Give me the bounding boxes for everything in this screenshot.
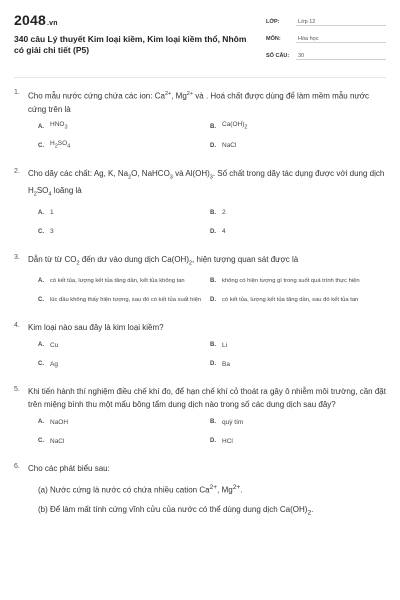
question-text: Cho dãy các chất: Ag, K, $Na_2O$, NaHCO$_3$ và $Al(OH)_3$. Số chất trong dãy tác dụng được với dung dịch $H_2SO_4$ loãng là xyxy=(28,168,385,198)
option-letter: A. xyxy=(38,278,44,285)
option-letter: D. xyxy=(210,228,216,235)
question-number: 4. xyxy=(14,322,20,330)
question-text: Dẫn từ từ $CO_2$ đến dư vào dung dịch $Ca(OH)_2$, hiện tượng quan sát được là xyxy=(28,254,299,267)
question-number: 1. xyxy=(14,89,20,96)
option-letter: C. xyxy=(38,228,44,235)
statement-a: (a) Nước cứng là nước có chứa nhiều cation $Ca^{2+}$, $Mg^{2+}$. xyxy=(38,484,243,496)
question-text: Kim loại nào sau đây là kim loại kiềm? xyxy=(28,323,164,333)
page-header xyxy=(14,0,386,67)
option-text: Cu xyxy=(50,341,59,349)
option-text: 4 xyxy=(222,228,226,236)
meta-class-row xyxy=(266,16,386,28)
option-b[interactable] xyxy=(210,415,370,429)
question-number: 6. xyxy=(14,463,20,471)
option-letter: B. xyxy=(210,278,216,285)
option-a[interactable] xyxy=(38,274,210,288)
option-text: Ba xyxy=(222,360,230,368)
option-d[interactable] xyxy=(210,434,370,448)
option-text: lúc đầu không thấy hiện tượng, sau đó có kết tủa xuất hiện xyxy=(50,296,202,303)
option-letter: C. xyxy=(38,297,44,304)
option-a[interactable] xyxy=(38,206,210,220)
option-letter: B. xyxy=(210,342,216,349)
question-5 xyxy=(14,385,386,448)
meta-info xyxy=(266,12,386,67)
option-letter: A. xyxy=(38,123,44,130)
option-d[interactable] xyxy=(210,225,370,239)
option-text: $H_2SO_4$ xyxy=(50,140,71,150)
option-b[interactable] xyxy=(210,206,370,220)
option-c[interactable] xyxy=(38,225,210,239)
option-text: NaOH xyxy=(50,418,69,426)
option-d[interactable] xyxy=(210,139,370,153)
option-b[interactable] xyxy=(210,120,370,134)
option-text: $HNO_3$ xyxy=(50,121,68,131)
meta-subject-label: MÔN: xyxy=(266,36,281,42)
option-a[interactable] xyxy=(38,338,210,352)
meta-class-value: Lớp 12 xyxy=(296,19,386,26)
option-letter: B. xyxy=(210,209,216,216)
question-number: 3. xyxy=(14,253,20,261)
option-letter: A. xyxy=(38,342,44,349)
answer-options xyxy=(38,338,386,371)
logo-suffix: .vn xyxy=(46,20,58,27)
question-1 xyxy=(14,88,386,153)
option-a[interactable] xyxy=(38,120,210,134)
option-a[interactable] xyxy=(38,415,210,429)
answer-options xyxy=(38,206,386,239)
option-text: Li xyxy=(222,341,228,349)
question-2 xyxy=(14,167,386,239)
option-text: 2 xyxy=(222,209,226,217)
option-c[interactable] xyxy=(38,293,210,307)
answer-options xyxy=(38,415,386,448)
meta-count-row xyxy=(266,50,386,62)
question-4 xyxy=(14,321,386,371)
option-text: không có hiện tượng gì trong suốt quá trình thực hiện xyxy=(222,277,360,284)
meta-count-label: SỐ CÂU: xyxy=(266,53,290,59)
logo-main: 2048 xyxy=(14,12,46,28)
meta-subject-value: Hóa học xyxy=(296,36,386,43)
question-6 xyxy=(14,462,386,515)
option-letter: D. xyxy=(210,438,216,445)
option-c[interactable] xyxy=(38,357,210,371)
meta-subject-row xyxy=(266,33,386,45)
option-letter: C. xyxy=(38,361,44,368)
question-text: Cho các phát biểu sau: xyxy=(28,464,110,474)
option-letter: A. xyxy=(38,419,44,426)
document-title: 340 câu Lý thuyết Kim loại kiềm, Kim loại kiềm thổ, Nhôm có giải chi tiết (P5) xyxy=(14,34,247,55)
option-c[interactable] xyxy=(38,434,210,448)
option-text: NaCl xyxy=(50,437,65,445)
question-number: 2. xyxy=(14,167,20,175)
option-text: $Ca(OH)_2$ xyxy=(222,121,248,131)
option-letter: D. xyxy=(210,361,216,368)
question-text: Cho mẫu nước cứng chứa các ion: $Ca^{2+}$, $Mg^{2+}$ và . Hoá chất được dùng để làm mềm mẫu nước cứng trên là xyxy=(28,91,370,114)
site-logo[interactable] xyxy=(14,12,254,28)
brand-block xyxy=(14,12,254,67)
option-b[interactable] xyxy=(210,338,370,352)
option-c[interactable] xyxy=(38,139,210,153)
answer-options xyxy=(38,120,386,153)
option-text: quỳ tím xyxy=(222,418,244,426)
option-d[interactable] xyxy=(210,357,370,371)
option-text: NaCl xyxy=(222,141,237,149)
question-3 xyxy=(14,253,386,308)
answer-options xyxy=(38,274,386,307)
option-letter: C. xyxy=(38,438,44,445)
option-letter: A. xyxy=(38,209,44,216)
option-b[interactable] xyxy=(210,274,370,288)
option-letter: D. xyxy=(210,142,216,149)
option-letter: C. xyxy=(38,142,44,149)
option-d[interactable] xyxy=(210,293,370,307)
option-text: 3 xyxy=(50,228,54,236)
question-number: 5. xyxy=(14,386,20,394)
option-text: có kết tủa, lượng kết tủa tăng dần, kết tủa không tan xyxy=(50,277,185,284)
option-text: 1 xyxy=(50,209,54,217)
statement-b: (b) Để làm mất tính cứng vĩnh cửu của nước có thể dùng dung dịch $Ca(OH)_2$. xyxy=(38,505,314,516)
option-letter: D. xyxy=(210,297,216,304)
option-text: HCl xyxy=(222,437,233,445)
meta-class-label: LỚP: xyxy=(266,19,280,25)
question-list xyxy=(14,78,386,515)
option-letter: B. xyxy=(210,419,216,426)
option-letter: B. xyxy=(210,123,216,130)
option-text: có kết tủa, lượng kết tủa tăng dần, sau đó kết tủa tan xyxy=(222,296,359,303)
question-text: Khi tiến hành thí nghiệm điều chế khí đo, để hạn chế khí cỏ thoát ra gây ô nhiễm môi trường, cần đặt trên miệng bình thu một mẩu bông tẩm dung dịch nào trong số các dung dịch sau đây? xyxy=(28,387,386,410)
meta-count-value: 30 xyxy=(296,53,386,60)
option-text: Ag xyxy=(50,360,58,368)
